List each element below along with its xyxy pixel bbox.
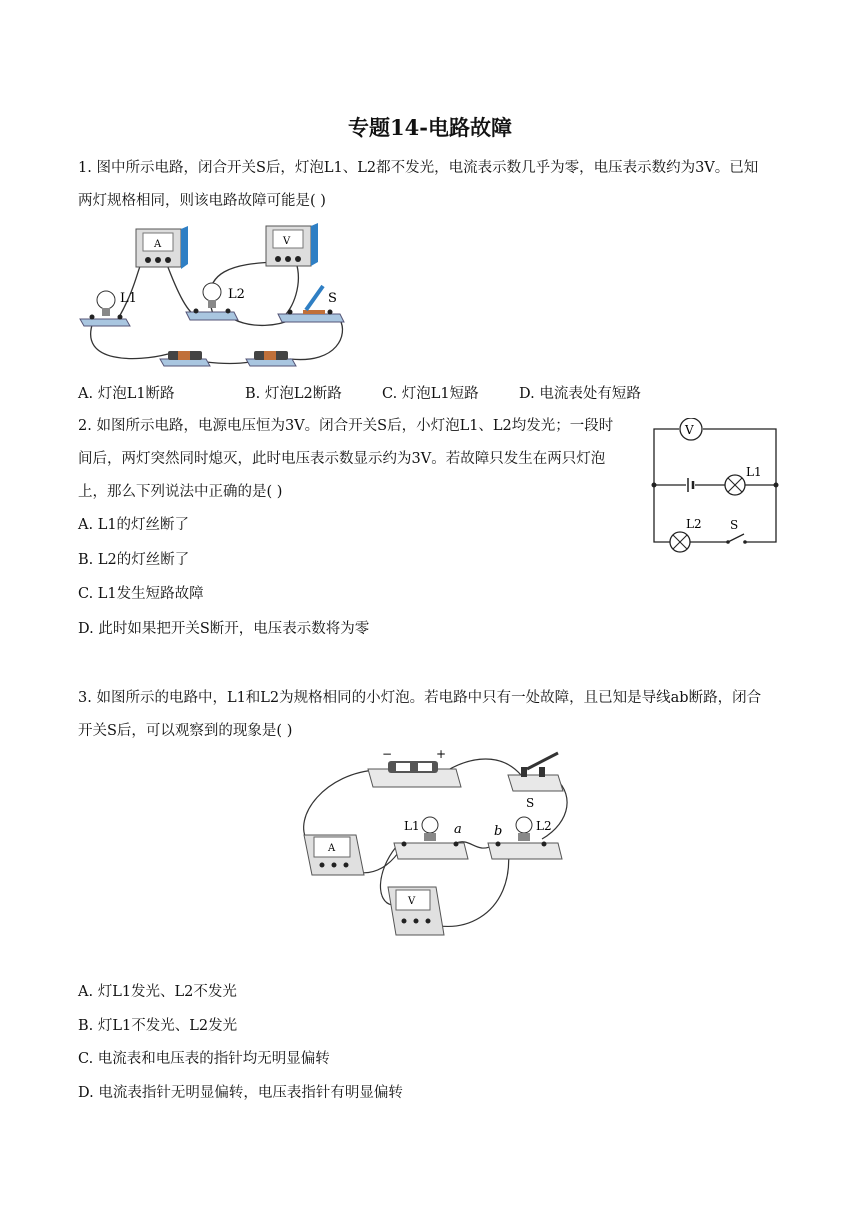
q2-stem-line3: 上，那么下列说法中正确的是( )	[78, 484, 283, 500]
q1-option-c[interactable]: C. 灯泡L1短路	[382, 386, 479, 402]
q2-lamp1-label: L1	[746, 465, 762, 479]
q3-option-b[interactable]: B. 灯L1不发光、L2发光	[78, 1018, 238, 1034]
q3-ammeter-label: A	[328, 843, 336, 854]
page-title: 专题14-电路故障	[348, 115, 512, 140]
q2-option-a[interactable]: A. L1的灯丝断了	[78, 517, 190, 533]
q1-circuit-figure	[78, 214, 363, 374]
q3-b-label: b	[494, 824, 503, 839]
q1-option-a[interactable]: A. 灯泡L1断路	[78, 386, 175, 402]
q2-circuit-figure	[648, 418, 782, 558]
q1-switch-label: S	[328, 291, 337, 306]
q3-switch-label: S	[526, 796, 535, 810]
q2-stem-line2: 间后，两灯突然同时熄灭，此时电压表示数显示约为3V。若故障只发生在两只灯泡	[78, 451, 606, 467]
q3-a-label: a	[454, 822, 462, 837]
q3-option-c[interactable]: C. 电流表和电压表的指针均无明显偏转	[78, 1051, 330, 1067]
q1-stem-line1: 1. 图中所示电路，闭合开关S后，灯泡L1、L2都不发光，电流表示数几乎为零，电压表示数约为3V。已知	[78, 160, 759, 176]
q3-minus-label: −	[382, 747, 393, 761]
q1-voltmeter-label: V	[283, 236, 291, 247]
q3-circuit-figure	[296, 747, 578, 947]
q2-option-d[interactable]: D. 此时如果把开关S断开，电压表示数将为零	[78, 621, 370, 637]
q3-option-a[interactable]: A. 灯L1发光、L2不发光	[78, 984, 237, 1000]
q2-lamp2-label: L2	[686, 517, 702, 531]
q2-option-b[interactable]: B. L2的灯丝断了	[78, 552, 190, 568]
q3-lamp1-label: L1	[404, 819, 420, 833]
q3-lamp2-label: L2	[536, 819, 552, 833]
q2-switch-label: S	[730, 518, 739, 532]
q1-lamp2-label: L2	[228, 287, 245, 302]
q1-option-b[interactable]: B. 灯泡L2断路	[245, 386, 342, 402]
q3-voltmeter-label: V	[408, 896, 416, 907]
q2-stem-line1: 2. 如图所示电路，电源电压恒为3V。闭合开关S后，小灯泡L1、L2均发光；一段时	[78, 418, 614, 434]
q1-ammeter-label: A	[154, 239, 162, 250]
q3-option-d[interactable]: D. 电流表指针无明显偏转，电压表指针有明显偏转	[78, 1085, 403, 1101]
q3-stem-line2: 开关S后，可以观察到的现象是( )	[78, 723, 293, 739]
q1-lamp1-label: L1	[120, 291, 137, 306]
q1-stem-line2: 两灯规格相同，则该电路故障可能是( )	[78, 193, 326, 209]
q3-stem-line1: 3. 如图所示的电路中，L1和L2为规格相同的小灯泡。若电路中只有一处故障，且已知是导线ab断路，闭合	[78, 690, 762, 706]
q2-option-c[interactable]: C. L1发生短路故障	[78, 586, 204, 602]
q3-plus-label: +	[436, 747, 447, 761]
q2-voltmeter-label: V	[685, 423, 694, 437]
q1-option-d[interactable]: D. 电流表处有短路	[519, 386, 641, 402]
